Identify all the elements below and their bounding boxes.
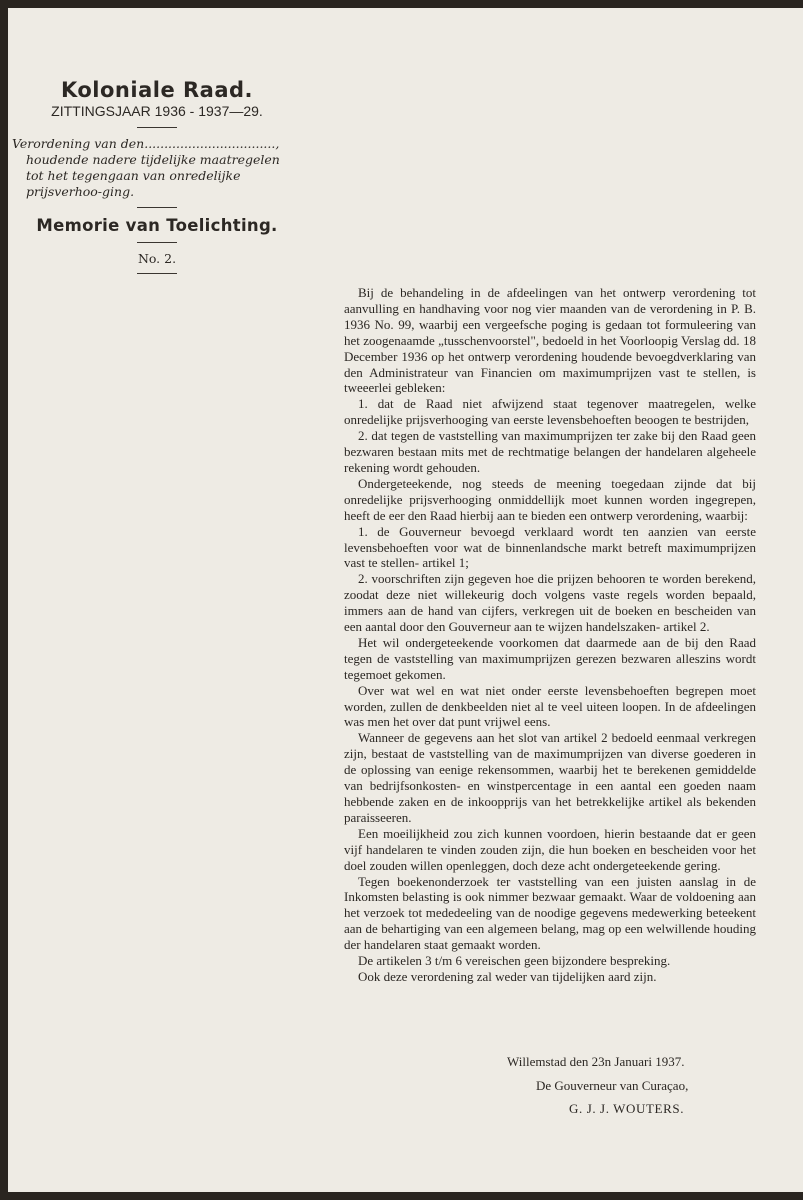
header-block	[12, 78, 302, 282]
paragraph: 1. dat de Raad niet afwijzend staat tegenover maatregelen, welke onredelijke prijsverhooging van eerste levensbehoeften beoogen te bestrijden,	[344, 396, 756, 428]
divider	[137, 127, 177, 128]
body-text	[344, 285, 756, 985]
document-number: No. 2.	[137, 251, 177, 266]
paragraph: De artikelen 3 t/m 6 vereischen geen bijzondere bespreking.	[358, 953, 671, 969]
paragraph: Ook deze verordening zal weder van tijdelijken aard zijn.	[358, 968, 657, 984]
document-page	[8, 8, 803, 1192]
paragraph: 2. dat tegen de vaststelling van maximumprijzen ter zake bij den Raad geen bezwaren bestaan mits met de rechtmatige belangen der handelaren algeheele rekening wordt gehouden.	[344, 428, 756, 475]
paragraph: Tegen boekenonderzoek ter vaststelling van een juisten aanslag in de Inkomsten belasting is ook nimmer bezwaar gemaakt. Waar de voldoening aan het verzoek tot mededeeling van de noodige gegevens medewerking beteekent aan de behartiging van een algemeen belang, mag op een welwillende houding der handelaren staat gemaakt worden.	[344, 873, 756, 953]
divider	[137, 273, 177, 274]
divider	[137, 242, 177, 243]
ordinance-rest: houdende nadere tijdelijke maatregelen tot het tegengaan van onredelijke prijsverhoo-ging.	[26, 152, 280, 199]
paragraph: Bij de behandeling in de afdeelingen van het ontwerp verordening tot aanvulling en handhaving voor nog vier maanden van de verordening in P. B. 1936 No. 99, waarbij een vergeefsche poging is gedaan tot formuleering van het zoogenaamde „tusschenvoorstel", bedoeld in het Voorloopig Verslag dd. 18 December 1936 op het ontwerp verordening houdende bevoegdverklaring van den Administrateur van Financien om maximumprijzen vast te stellen, is tweeerlei gebleken:	[344, 285, 756, 396]
ordinance-line1: Verordening van den.................................,	[12, 136, 280, 151]
paragraph: Wanneer de gegevens aan het slot van artikel 2 bedoeld eenmaal verkregen zijn, bestaat de vaststelling van de maximumprijzen van diverse goederen in de oplossing van eenige rekensommen, waarbij het te berekenen gemiddelde van bedrijfsonkosten- en winstpercentage in een aantal een goeden naam hebbende zaken en de inkoopprijs van het betrekkelijke artikel als bekenden paraisseeren.	[344, 730, 756, 825]
paragraph: 1. de Gouverneur bevoegd verklaard wordt ten aanzien van eerste levensbehoeften voor wat de binnenlandsche markt betreft maximumprijzen vast te stellen- artikel 1;	[344, 523, 756, 571]
paragraph: Een moeilijkheid zou zich kunnen voordoen, hierin bestaande dat er geen vijf handelaren te vinden zouden zijn, die hun boeken en bescheiden voor het doel zouden willen openleggen, doch deze acht ondergeteekende gering.	[344, 825, 756, 873]
signatory-name: G. J. J. WOUTERS.	[569, 1101, 685, 1116]
paragraph: Over wat wel en wat niet onder eerste levensbehoeften begrepen moet worden, zullen de denkbeelden niet al te veel uiteen loopen. In de afdeelingen was men het over dat punt vrijwel eens.	[344, 682, 756, 730]
place-date: Willemstad den 23n Januari 1937.	[507, 1054, 685, 1069]
paragraph: 2. voorschriften zijn gegeven hoe die prijzen behooren te worden berekend, zoodat deze niet willekeurig doch volgens vaste regels worden bepaald, immers aan de hand van cijfers, verkregen uit de boeken en bescheiden van een aantal door den Gouverneur aan te wijzen handelszaken- artikel 2.	[344, 571, 756, 635]
divider	[137, 207, 177, 208]
document-heading: Memorie van Toelichting.	[36, 216, 278, 235]
paragraph: Het wil ondergeteekende voorkomen dat daarmede aan de bij den Raad tegen de vaststelling van maximumprijzen gerezen bezwaren alleszins wordt tegemoet gekomen.	[344, 634, 756, 682]
signatory-title: De Gouverneur van Curaçao,	[536, 1078, 689, 1093]
council-title: Koloniale Raad.	[60, 78, 254, 102]
ordinance-description	[12, 136, 302, 200]
paragraph: Ondergeteekende, nog steeds de meening toegedaan zijnde dat bij onredelijke prijsverhooging onmiddellijk moet kunnen worden ingegrepen, heeft de eer den Raad hierbij aan te bieden een ontwerp verordening, waarbij:	[344, 475, 756, 523]
session-year: ZITTINGSJAAR 1936 - 1937—29.	[51, 103, 263, 119]
